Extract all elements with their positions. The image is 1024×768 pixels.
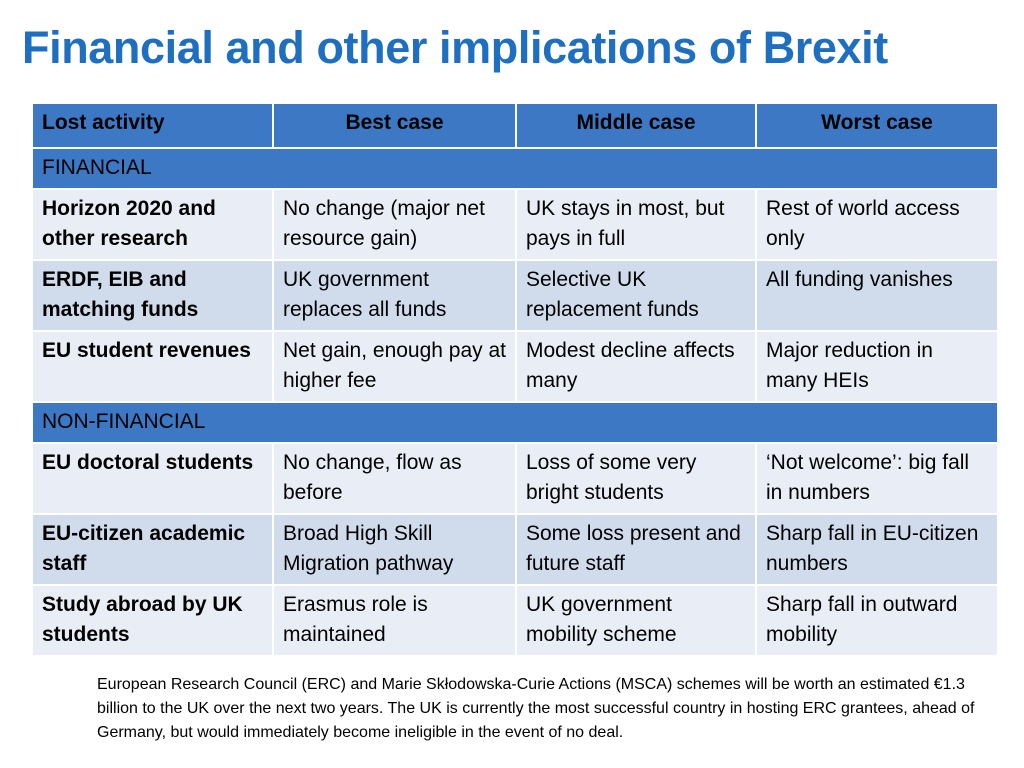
best-case-cell: Erasmus role is maintained [273,585,516,656]
row-label: EU student revenues [32,331,273,402]
middle-case-cell: UK government mobility scheme [516,585,756,656]
middle-case-cell: UK stays in most, but pays in full [516,189,756,260]
table-row [32,189,998,260]
row-label: EU doctoral students [32,443,273,514]
table-row [32,514,998,585]
section-row-non-financial [32,402,998,443]
worst-case-cell: Sharp fall in outward mobility [756,585,998,656]
row-label: ERDF, EIB and matching funds [32,260,273,331]
footnote: European Research Council (ERC) and Marie Skłodowska-Curie Actions (MSCA) schemes will be worth an estimated €1.3 billion to the UK over the next two years. The UK is currently the most successful country in hosting ERC grantees, ahead of Germany, but would immediately become ineligible in the event of no deal. [97,676,975,741]
header-worst-case: Worst case [756,103,998,148]
worst-case-cell: Sharp fall in EU-citizen numbers [756,514,998,585]
table-row [32,443,998,514]
worst-case-cell: ‘Not welcome’: big fall in numbers [756,443,998,514]
best-case-cell: Broad High Skill Migration pathway [273,514,516,585]
row-label: Horizon 2020 and other research [32,189,273,260]
worst-case-cell: Rest of world access only [756,189,998,260]
row-label: EU-citizen academic staff [32,514,273,585]
middle-case-cell: Modest decline affects many [516,331,756,402]
section-row-financial [32,148,998,189]
middle-case-cell: Some loss present and future staff [516,514,756,585]
header-lost-activity: Lost activity [32,103,273,148]
row-label: Study abroad by UK students [32,585,273,656]
middle-case-cell: Loss of some very bright students [516,443,756,514]
middle-case-cell: Selective UK replacement funds [516,260,756,331]
table-row [32,260,998,331]
table-row [32,585,998,656]
worst-case-cell: Major reduction in many HEIs [756,331,998,402]
best-case-cell: No change (major net resource gain) [273,189,516,260]
worst-case-cell: All funding vanishes [756,260,998,331]
best-case-cell: No change, flow as before [273,443,516,514]
best-case-cell: UK government replaces all funds [273,260,516,331]
header-best-case: Best case [273,103,516,148]
implications-table [31,102,999,657]
page-title: Financial and other implications of Brexit [22,22,888,73]
section-label-financial: FINANCIAL [32,148,998,189]
section-label-non-financial: NON-FINANCIAL [32,402,998,443]
table-row [32,331,998,402]
header-middle-case: Middle case [516,103,756,148]
best-case-cell: Net gain, enough pay at higher fee [273,331,516,402]
table-header-row [32,103,998,148]
